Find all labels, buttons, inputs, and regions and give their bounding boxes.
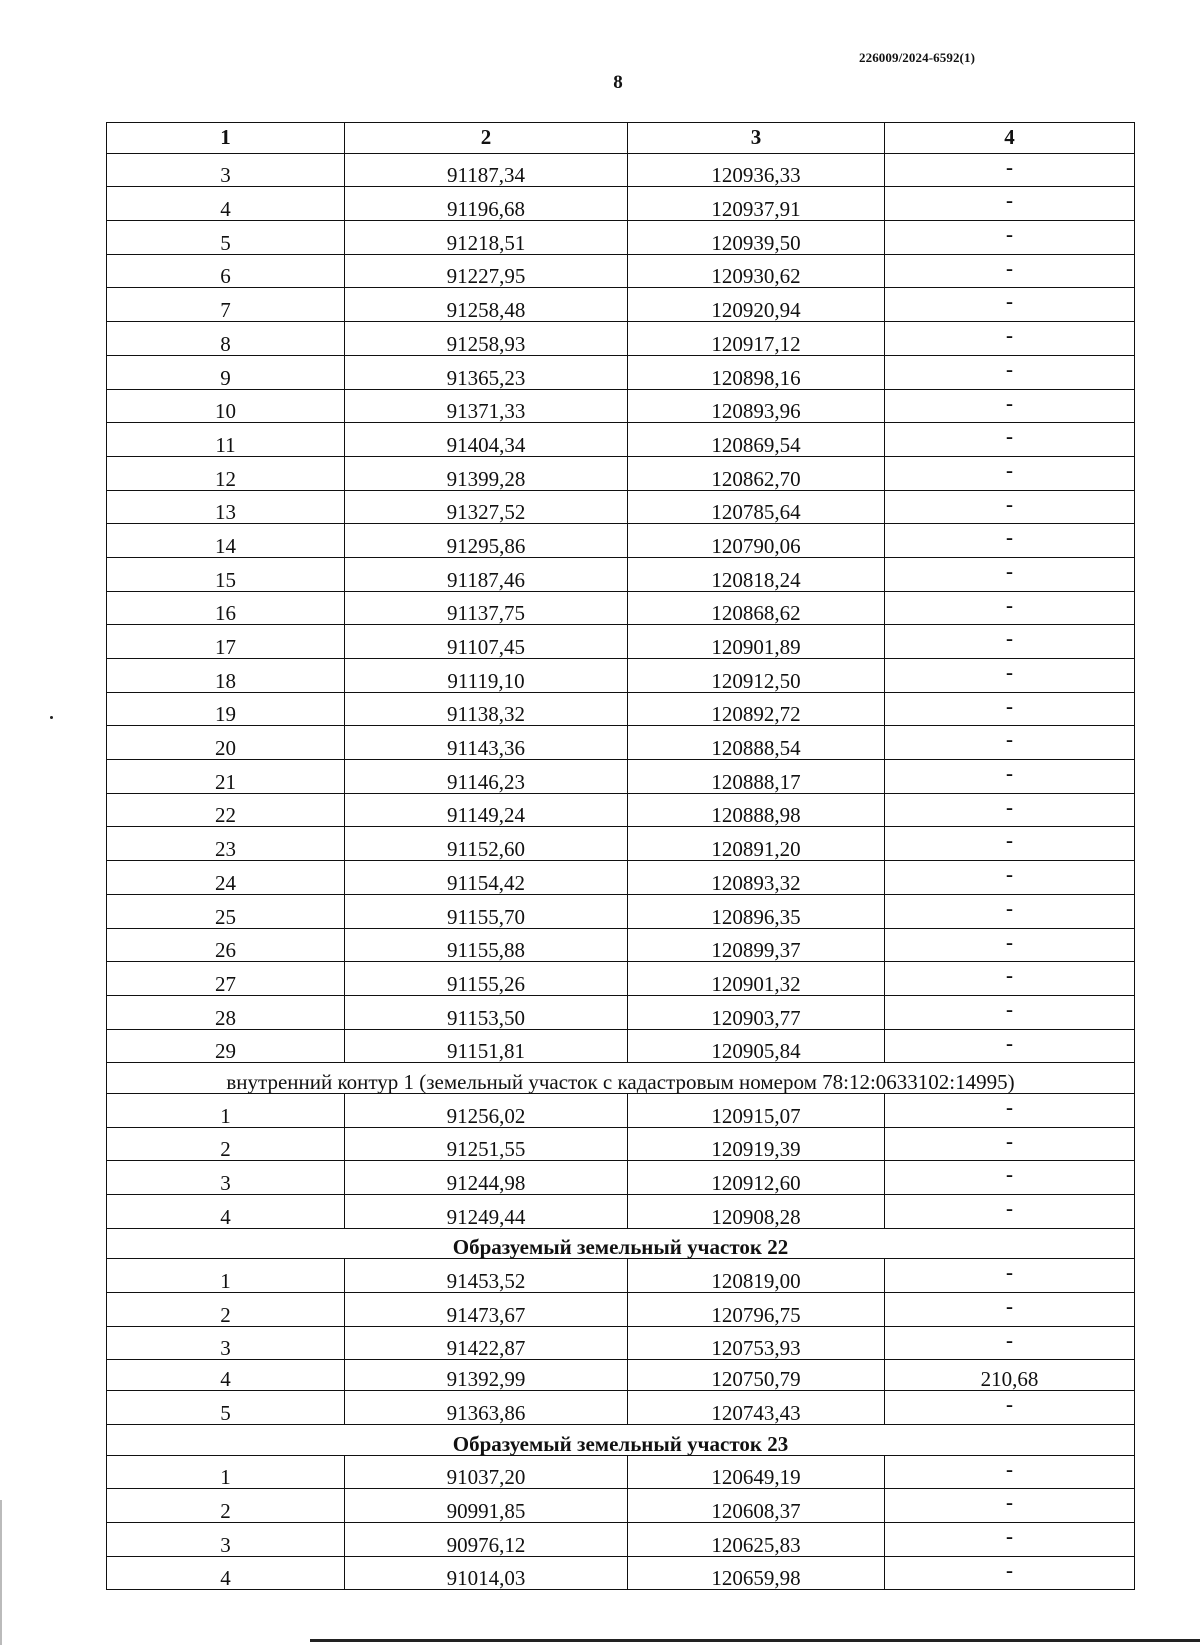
table-row — [107, 288, 1135, 322]
x-coordinate-cell: 91404,34 — [345, 423, 628, 457]
y-coordinate-cell: 120893,96 — [628, 389, 885, 423]
value-cell: - — [885, 1029, 1135, 1063]
point-number-cell: 5 — [107, 1391, 345, 1425]
value-cell: - — [885, 423, 1135, 457]
table-row — [107, 524, 1135, 558]
x-coordinate-cell: 91227,95 — [345, 254, 628, 288]
value-cell: - — [885, 1489, 1135, 1523]
point-number-cell: 15 — [107, 557, 345, 591]
value-cell: - — [885, 456, 1135, 490]
x-coordinate-cell: 91196,68 — [345, 187, 628, 221]
value-cell: - — [885, 524, 1135, 558]
point-number-cell: 27 — [107, 962, 345, 996]
section-row — [107, 1424, 1135, 1455]
x-coordinate-cell: 91119,10 — [345, 659, 628, 693]
document-id: 226009/2024-6592(1) — [859, 50, 975, 65]
table-row — [107, 1556, 1135, 1590]
y-coordinate-cell: 120919,39 — [628, 1127, 885, 1161]
table-row — [107, 827, 1135, 861]
x-coordinate-cell: 91371,33 — [345, 389, 628, 423]
value-cell: - — [885, 928, 1135, 962]
point-number-cell: 4 — [107, 1195, 345, 1229]
point-number-cell: 23 — [107, 827, 345, 861]
value-cell: - — [885, 1391, 1135, 1425]
point-number-cell: 4 — [107, 187, 345, 221]
table-row — [107, 355, 1135, 389]
y-coordinate-cell: 120862,70 — [628, 456, 885, 490]
value-cell: - — [885, 827, 1135, 861]
value-cell: - — [885, 659, 1135, 693]
x-coordinate-cell: 91153,50 — [345, 995, 628, 1029]
x-coordinate-cell: 91187,34 — [345, 153, 628, 187]
point-number-cell: 4 — [107, 1360, 345, 1391]
point-number-cell: 2 — [107, 1489, 345, 1523]
y-coordinate-cell: 120608,37 — [628, 1489, 885, 1523]
column-header: 4 — [885, 123, 1135, 154]
section-row — [107, 1063, 1135, 1094]
table-row — [107, 726, 1135, 760]
table-row — [107, 187, 1135, 221]
x-coordinate-cell: 91392,99 — [345, 1360, 628, 1391]
table-row — [107, 692, 1135, 726]
y-coordinate-cell: 120898,16 — [628, 355, 885, 389]
y-coordinate-cell: 120901,89 — [628, 625, 885, 659]
value-cell: - — [885, 1093, 1135, 1127]
coordinates-table — [106, 122, 1135, 1590]
bottom-edge-line — [310, 1639, 1200, 1642]
x-coordinate-cell: 91473,67 — [345, 1293, 628, 1327]
point-number-cell: 16 — [107, 591, 345, 625]
y-coordinate-cell: 120888,54 — [628, 726, 885, 760]
table-row — [107, 254, 1135, 288]
point-number-cell: 1 — [107, 1093, 345, 1127]
table-row — [107, 1127, 1135, 1161]
y-coordinate-cell: 120915,07 — [628, 1093, 885, 1127]
table-row — [107, 456, 1135, 490]
point-number-cell: 1 — [107, 1455, 345, 1489]
table-row — [107, 591, 1135, 625]
value-cell: - — [885, 1195, 1135, 1229]
x-coordinate-cell: 91422,87 — [345, 1326, 628, 1360]
value-cell: - — [885, 221, 1135, 255]
value-cell: - — [885, 557, 1135, 591]
x-coordinate-cell: 91256,02 — [345, 1093, 628, 1127]
point-number-cell: 28 — [107, 995, 345, 1029]
table-header-row — [107, 123, 1135, 154]
y-coordinate-cell: 120625,83 — [628, 1522, 885, 1556]
point-number-cell: 3 — [107, 1161, 345, 1195]
y-coordinate-cell: 120908,28 — [628, 1195, 885, 1229]
x-coordinate-cell: 91453,52 — [345, 1259, 628, 1293]
value-cell: - — [885, 625, 1135, 659]
x-coordinate-cell: 91146,23 — [345, 760, 628, 794]
table-row — [107, 793, 1135, 827]
table-row — [107, 625, 1135, 659]
y-coordinate-cell: 120920,94 — [628, 288, 885, 322]
y-coordinate-cell: 120899,37 — [628, 928, 885, 962]
x-coordinate-cell: 91218,51 — [345, 221, 628, 255]
point-number-cell: 24 — [107, 861, 345, 895]
point-number-cell: 11 — [107, 423, 345, 457]
y-coordinate-cell: 120649,19 — [628, 1455, 885, 1489]
x-coordinate-cell: 91251,55 — [345, 1127, 628, 1161]
value-cell: - — [885, 490, 1135, 524]
y-coordinate-cell: 120930,62 — [628, 254, 885, 288]
point-number-cell: 3 — [107, 1522, 345, 1556]
value-cell: - — [885, 1326, 1135, 1360]
y-coordinate-cell: 120868,62 — [628, 591, 885, 625]
y-coordinate-cell: 120917,12 — [628, 322, 885, 356]
point-number-cell: 2 — [107, 1127, 345, 1161]
x-coordinate-cell: 91037,20 — [345, 1455, 628, 1489]
point-number-cell: 21 — [107, 760, 345, 794]
table-row — [107, 995, 1135, 1029]
x-coordinate-cell: 91187,46 — [345, 557, 628, 591]
page-number: 8 — [613, 72, 623, 93]
point-number-cell: 25 — [107, 894, 345, 928]
value-cell: - — [885, 288, 1135, 322]
table-row — [107, 861, 1135, 895]
y-coordinate-cell: 120937,91 — [628, 187, 885, 221]
value-cell: - — [885, 389, 1135, 423]
y-coordinate-cell: 120888,17 — [628, 760, 885, 794]
point-number-cell: 5 — [107, 221, 345, 255]
table-row — [107, 423, 1135, 457]
y-coordinate-cell: 120888,98 — [628, 793, 885, 827]
table-row — [107, 962, 1135, 996]
x-coordinate-cell: 91143,36 — [345, 726, 628, 760]
x-coordinate-cell: 91155,70 — [345, 894, 628, 928]
point-number-cell: 22 — [107, 793, 345, 827]
table-row — [107, 1195, 1135, 1229]
point-number-cell: 19 — [107, 692, 345, 726]
table-row — [107, 1259, 1135, 1293]
table-row — [107, 153, 1135, 187]
x-coordinate-cell: 91363,86 — [345, 1391, 628, 1425]
x-coordinate-cell: 91107,45 — [345, 625, 628, 659]
table-row — [107, 221, 1135, 255]
value-cell: 210,68 — [885, 1360, 1135, 1391]
x-coordinate-cell: 91138,32 — [345, 692, 628, 726]
x-coordinate-cell: 91149,24 — [345, 793, 628, 827]
value-cell: - — [885, 726, 1135, 760]
point-number-cell: 6 — [107, 254, 345, 288]
table-row — [107, 557, 1135, 591]
y-coordinate-cell: 120912,60 — [628, 1161, 885, 1195]
y-coordinate-cell: 120939,50 — [628, 221, 885, 255]
y-coordinate-cell: 120796,75 — [628, 1293, 885, 1327]
x-coordinate-cell: 91152,60 — [345, 827, 628, 861]
x-coordinate-cell: 91365,23 — [345, 355, 628, 389]
x-coordinate-cell: 91155,88 — [345, 928, 628, 962]
section-title: Образуемый земельный участок 22 — [107, 1228, 1135, 1259]
table-row — [107, 760, 1135, 794]
point-number-cell: 10 — [107, 389, 345, 423]
point-number-cell: 29 — [107, 1029, 345, 1063]
value-cell: - — [885, 894, 1135, 928]
point-number-cell: 26 — [107, 928, 345, 962]
y-coordinate-cell: 120912,50 — [628, 659, 885, 693]
x-coordinate-cell: 90991,85 — [345, 1489, 628, 1523]
value-cell: - — [885, 760, 1135, 794]
point-number-cell: 2 — [107, 1293, 345, 1327]
point-number-cell: 3 — [107, 153, 345, 187]
x-coordinate-cell: 91155,26 — [345, 962, 628, 996]
value-cell: - — [885, 254, 1135, 288]
y-coordinate-cell: 120819,00 — [628, 1259, 885, 1293]
y-coordinate-cell: 120750,79 — [628, 1360, 885, 1391]
table-row — [107, 1326, 1135, 1360]
x-coordinate-cell: 91399,28 — [345, 456, 628, 490]
value-cell: - — [885, 1522, 1135, 1556]
point-number-cell: 18 — [107, 659, 345, 693]
table-row — [107, 490, 1135, 524]
point-number-cell: 9 — [107, 355, 345, 389]
point-number-cell: 3 — [107, 1326, 345, 1360]
y-coordinate-cell: 120659,98 — [628, 1556, 885, 1590]
x-coordinate-cell: 91295,86 — [345, 524, 628, 558]
value-cell: - — [885, 861, 1135, 895]
section-title: Образуемый земельный участок 23 — [107, 1424, 1135, 1455]
table-row — [107, 1522, 1135, 1556]
x-coordinate-cell: 91244,98 — [345, 1161, 628, 1195]
point-number-cell: 13 — [107, 490, 345, 524]
value-cell: - — [885, 962, 1135, 996]
x-coordinate-cell: 91258,48 — [345, 288, 628, 322]
table-row — [107, 1293, 1135, 1327]
y-coordinate-cell: 120785,64 — [628, 490, 885, 524]
point-number-cell: 7 — [107, 288, 345, 322]
x-coordinate-cell: 91249,44 — [345, 1195, 628, 1229]
value-cell: - — [885, 322, 1135, 356]
value-cell: - — [885, 793, 1135, 827]
value-cell: - — [885, 591, 1135, 625]
y-coordinate-cell: 120903,77 — [628, 995, 885, 1029]
value-cell: - — [885, 692, 1135, 726]
y-coordinate-cell: 120753,93 — [628, 1326, 885, 1360]
table-body — [107, 153, 1135, 1590]
table-row — [107, 389, 1135, 423]
y-coordinate-cell: 120892,72 — [628, 692, 885, 726]
table-row — [107, 1489, 1135, 1523]
table-row — [107, 894, 1135, 928]
point-number-cell: 12 — [107, 456, 345, 490]
value-cell: - — [885, 1259, 1135, 1293]
value-cell: - — [885, 1161, 1135, 1195]
value-cell: - — [885, 187, 1135, 221]
point-number-cell: 1 — [107, 1259, 345, 1293]
table-row — [107, 1093, 1135, 1127]
column-header: 1 — [107, 123, 345, 154]
table-row — [107, 1360, 1135, 1391]
table-row — [107, 928, 1135, 962]
x-coordinate-cell: 90976,12 — [345, 1522, 628, 1556]
value-cell: - — [885, 153, 1135, 187]
column-header: 2 — [345, 123, 628, 154]
y-coordinate-cell: 120896,35 — [628, 894, 885, 928]
point-number-cell: 17 — [107, 625, 345, 659]
section-row — [107, 1228, 1135, 1259]
point-number-cell: 14 — [107, 524, 345, 558]
y-coordinate-cell: 120901,32 — [628, 962, 885, 996]
x-coordinate-cell: 91014,03 — [345, 1556, 628, 1590]
table-row — [107, 322, 1135, 356]
y-coordinate-cell: 120818,24 — [628, 557, 885, 591]
point-number-cell: 20 — [107, 726, 345, 760]
table-row — [107, 1391, 1135, 1425]
table-row — [107, 1029, 1135, 1063]
x-coordinate-cell: 91154,42 — [345, 861, 628, 895]
value-cell: - — [885, 1293, 1135, 1327]
x-coordinate-cell: 91327,52 — [345, 490, 628, 524]
x-coordinate-cell: 91151,81 — [345, 1029, 628, 1063]
scan-left-edge — [0, 1500, 2, 1645]
table-row — [107, 659, 1135, 693]
value-cell: - — [885, 1127, 1135, 1161]
x-coordinate-cell: 91258,93 — [345, 322, 628, 356]
y-coordinate-cell: 120743,43 — [628, 1391, 885, 1425]
y-coordinate-cell: 120936,33 — [628, 153, 885, 187]
point-number-cell: 8 — [107, 322, 345, 356]
y-coordinate-cell: 120869,54 — [628, 423, 885, 457]
table-row — [107, 1455, 1135, 1489]
x-coordinate-cell: 91137,75 — [345, 591, 628, 625]
value-cell: - — [885, 995, 1135, 1029]
column-header: 3 — [628, 123, 885, 154]
table-row — [107, 1161, 1135, 1195]
point-number-cell: 4 — [107, 1556, 345, 1590]
scan-speck — [50, 716, 53, 719]
value-cell: - — [885, 355, 1135, 389]
y-coordinate-cell: 120891,20 — [628, 827, 885, 861]
value-cell: - — [885, 1455, 1135, 1489]
y-coordinate-cell: 120893,32 — [628, 861, 885, 895]
y-coordinate-cell: 120790,06 — [628, 524, 885, 558]
y-coordinate-cell: 120905,84 — [628, 1029, 885, 1063]
value-cell: - — [885, 1556, 1135, 1590]
section-title: внутренний контур 1 (земельный участок с кадастровым номером 78:12:0633102:14995) — [107, 1063, 1135, 1094]
